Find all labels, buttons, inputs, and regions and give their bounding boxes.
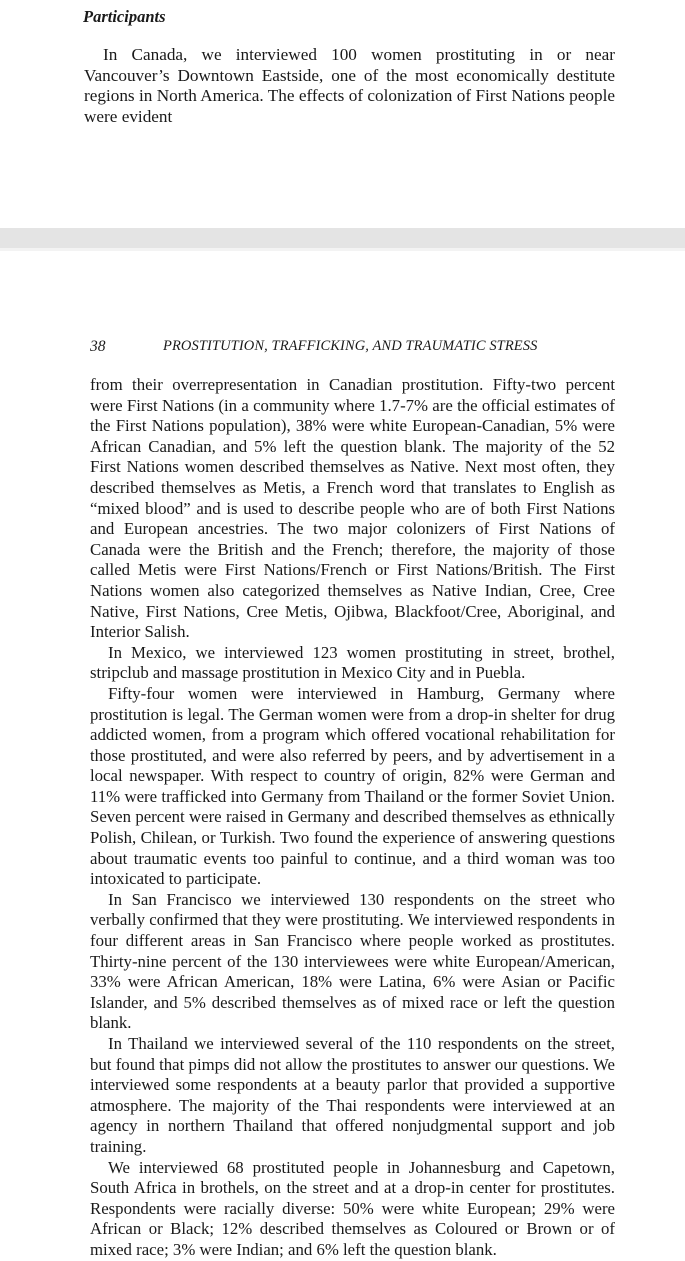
top-page [0,0,685,228]
page-number: 38 [90,338,106,355]
top-paragraph: In Canada, we interviewed 100 women prostituting in or near Vancouver’s Downtown Eastside, one of the most economically destitute regions in North America. The effects of colonization of First Nations people were evident [84,45,615,126]
page-separator [0,228,685,248]
running-title: PROSTITUTION, TRAFFICKING, AND TRAUMATIC STRESS [163,338,538,354]
paragraph-thailand: In Thailand we interviewed several of the 110 respondents on the street, but found that pimps did not allow the prostitutes to answer our questions. We interviewed some respondents at a beauty parlor that provided a supportive atmosphere. The majority of the Thai respondents were interviewed at an agency in northern Thailand that offered nonjudgmental support and job training. [90,1034,615,1156]
paragraph-germany: Fifty-four women were interviewed in Hamburg, Germany where prostitution is legal. The German women were from a drop-in shelter for drug addicted women, from a program which offered vocational rehabilitation for those prostituted, and were also referred by peers, and by advertisement in a local newspaper. With respect to country of origin, 82% were German and 11% were trafficked into Germany from Thailand or the former Soviet Union. Seven percent were raised in Germany and described themselves as ethnically Polish, Chilean, or Turkish. Two found the experience of answering questions about traumatic events too painful to continue, and a third woman was too intoxicated to participate. [90,683,615,889]
body-text [90,375,615,1261]
page-separator-shadow [0,248,685,251]
section-heading: Participants [83,7,166,26]
paragraph-san-francisco: In San Francisco we interviewed 130 respondents on the street who verbally confirmed that they were prostituting. We interviewed respondents in four different areas in San Francisco where people worked as prostitutes. Thirty-nine percent of the 130 interviewees were white European/American, 33% were African American, 18% were Latina, 6% were Asian or Pacific Islander, and 5% described themselves as of mixed race or left the question blank. [90,889,615,1033]
running-header [90,338,615,358]
paragraph-mexico: In Mexico, we interviewed 123 women prostituting in street, brothel, stripclub and massage prostitution in Mexico City and in Puebla. [90,642,615,683]
paragraph-canada-continued: from their overrepresentation in Canadian prostitution. Fifty-two percent were First Nations (in a community where 1.7-7% are the official estimates of the First Nations population), 38% were white European-Canadian, 5% were African Canadian, and 5% left the question blank. The majority of the 52 First Nations women described themselves as Native. Next most often, they described themselves as Metis, a French word that translates to English as “mixed blood” and is used to describe people who are of both First Nations and European ancestries. The two major colonizers of First Nations of Canada were the British and the French; therefore, the majority of those called Metis were First Nations/French or First Nations/British. The First Nations women also categorized themselves as Native Indian, Cree, Cree Native, First Nations, Cree Metis, Ojibwa, Blackfoot/Cree, Aboriginal, and Interior Salish. [90,375,615,642]
paragraph-south-africa: We interviewed 68 prostituted people in Johannesburg and Capetown, South Africa in brothels, on the street and at a drop-in center for prostitutes. Respondents were racially diverse: 50% were white European; 29% were African or Black; 12% described themselves as Coloured or Brown or of mixed race; 3% were Indian; and 6% left the question blank. [90,1157,615,1259]
